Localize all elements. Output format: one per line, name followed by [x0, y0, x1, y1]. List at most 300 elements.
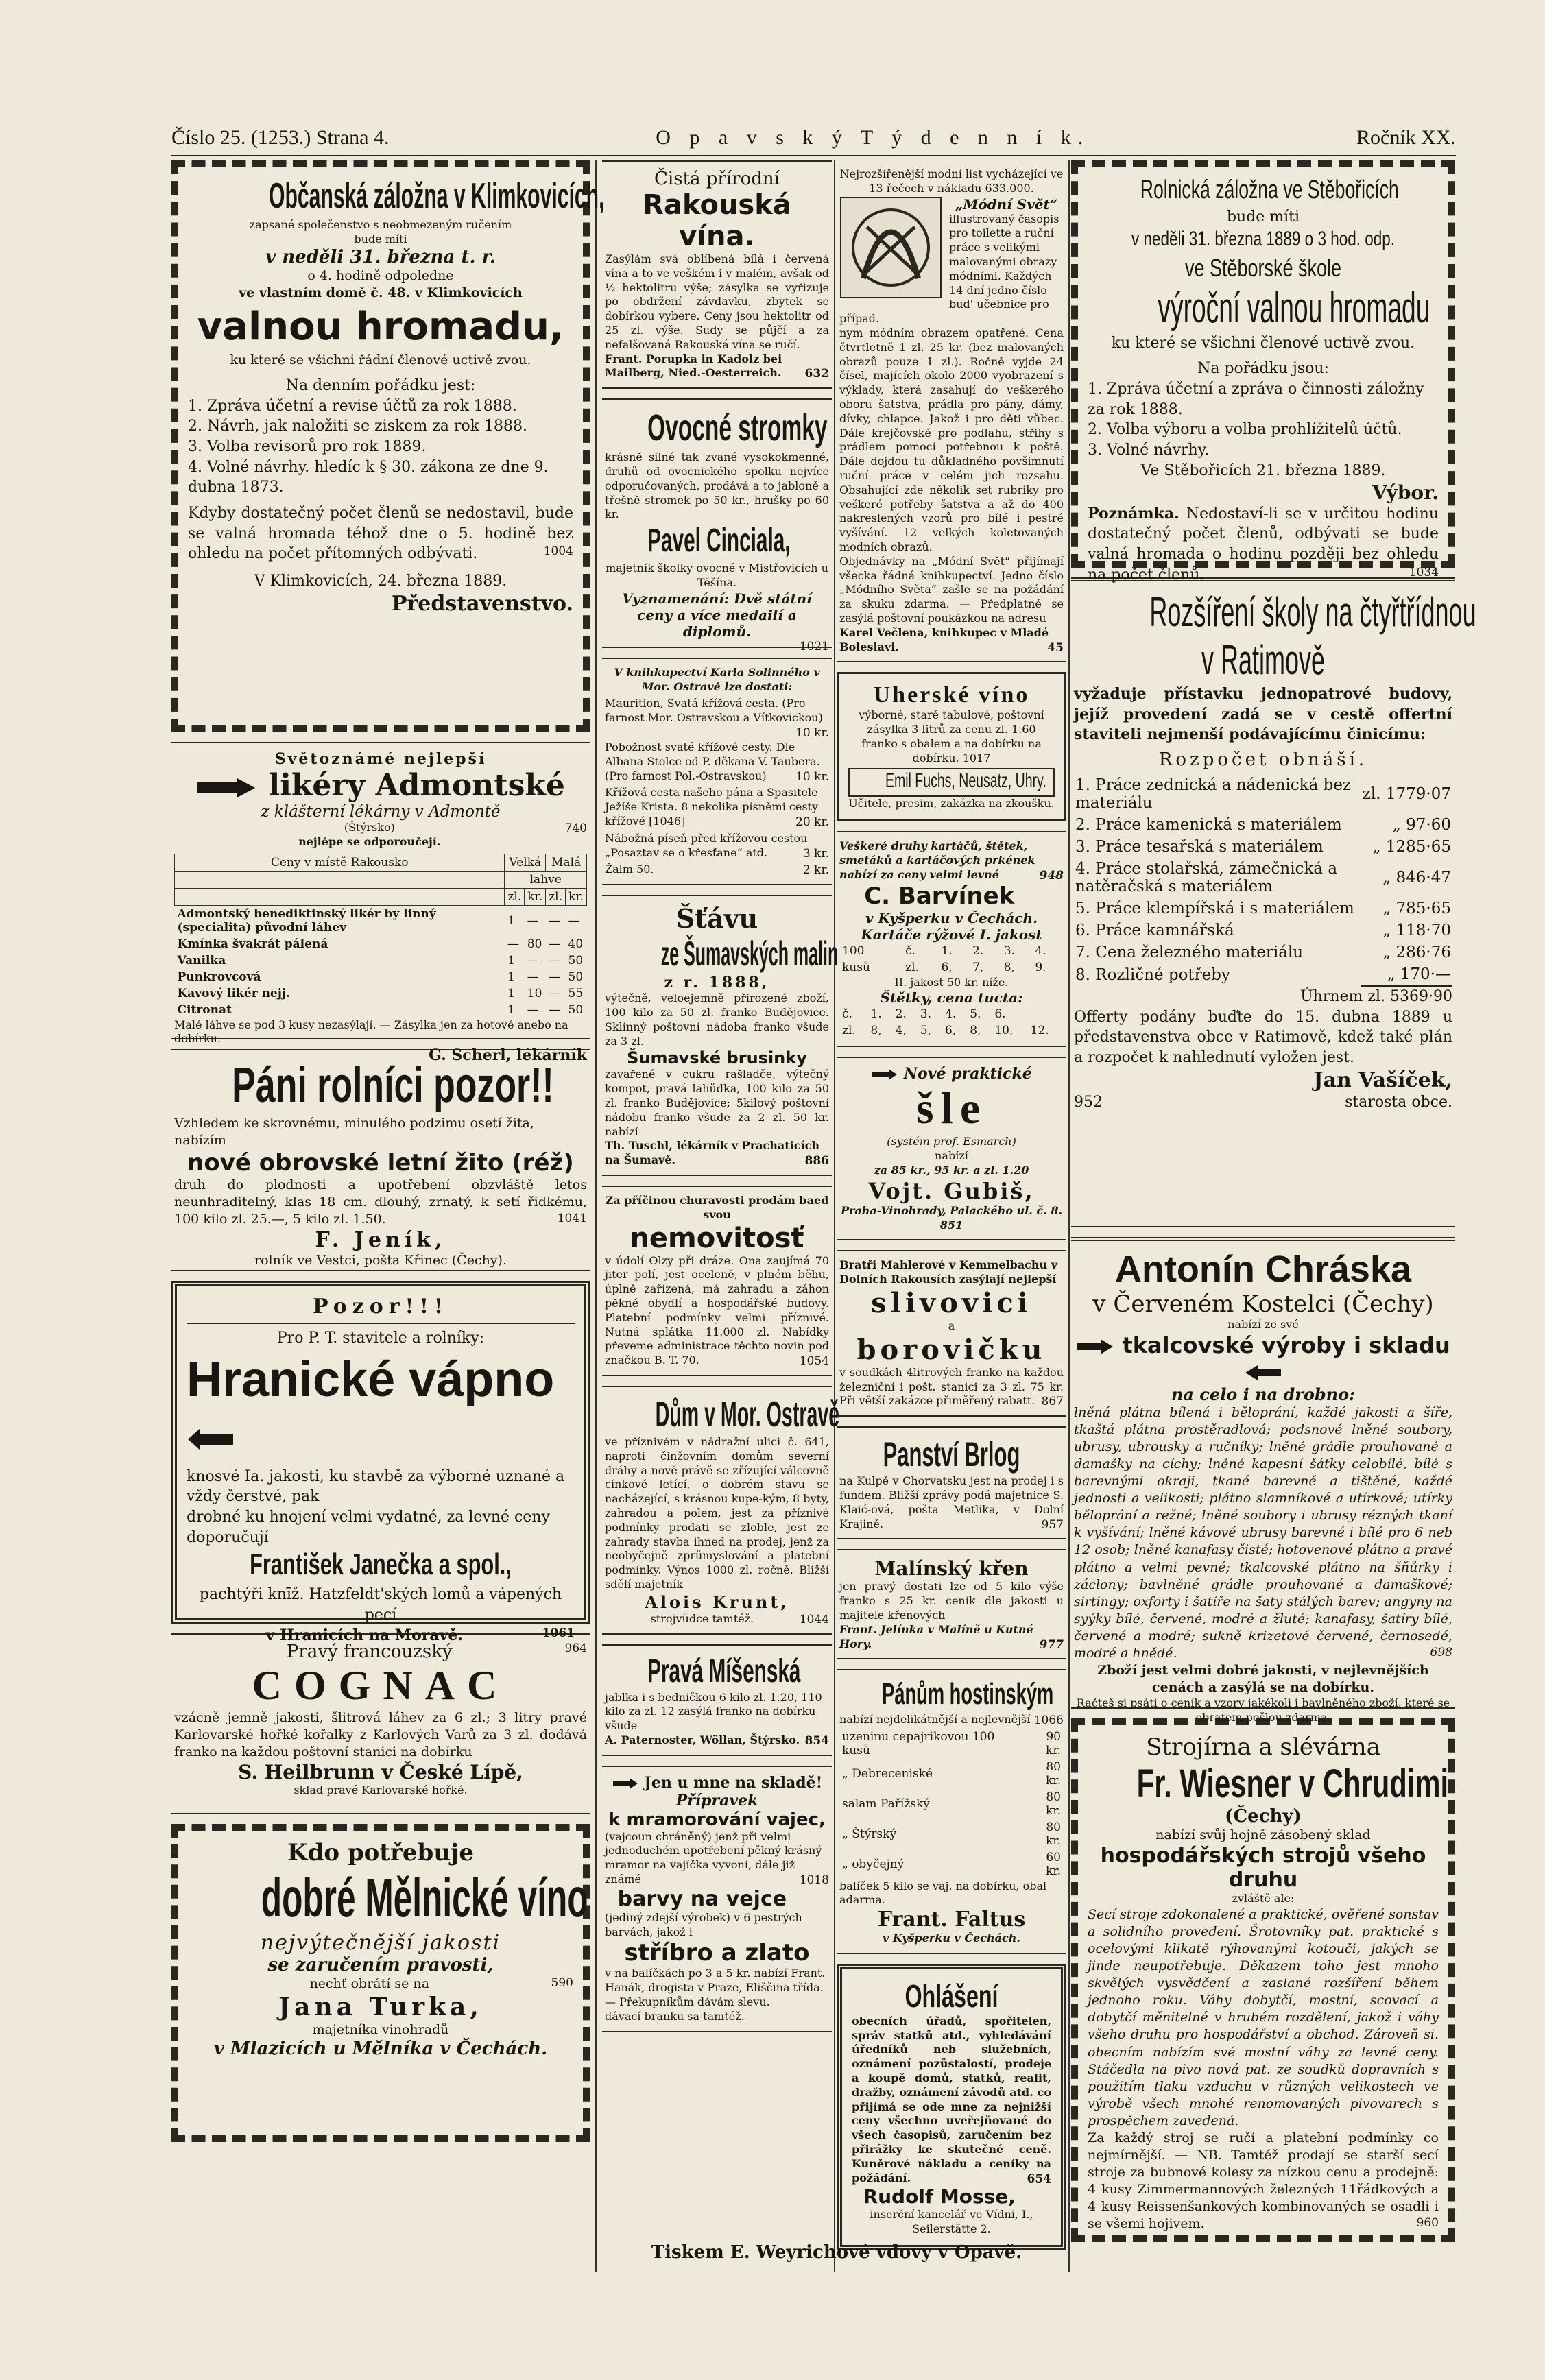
- pointing-hand-icon: [612, 1777, 639, 1790]
- table-row: [839, 1006, 1064, 1022]
- region-text: (Štýrsko): [344, 821, 395, 834]
- agenda-list: [1088, 379, 1439, 461]
- table-subheader: lahve: [505, 871, 587, 888]
- cell: kusů: [842, 960, 870, 974]
- cell: 2.: [972, 943, 984, 958]
- agenda-item: 1. Zpráva účetní a revise účtů za rok 1888.: [188, 397, 517, 415]
- ad-sub: inserční kancelář ve Vídni, I., Seilerstätte 2.: [870, 2208, 1033, 2236]
- ad-head: V knihkupectví Karla Solinného v Mor. Ostravě lze dostati:: [614, 665, 820, 693]
- body-text: (vajcoun chráněný) jenž při velmi jednoduchém upotřebení pěkný krásný mramor na vajíčka vyvoní, dále již známé: [605, 1829, 822, 1886]
- ad-name: F. Jeník,: [315, 1228, 446, 1253]
- ad-modni-svet: [837, 160, 1066, 662]
- ad-desc: illustrovaný časopis pro toilette a ruční práce s velikými malovanými obrazy módními. Každých 14 dní jedno číslo bud' učebnice pro případ.: [839, 212, 1059, 326]
- ad-sub: majetníka vinohradů: [312, 2022, 449, 2038]
- ad-foot: Račteš si psáti o ceník a vzory jakékoli i bavlněného zboží, které se obratem pošlou zdarma.: [1076, 1696, 1450, 1724]
- ad-text: zavařené v cukru rašladče, výtečný kompot, pravá lahůdka, 100 kilo za 50 zl. franko Budějovice; 5kilový poštovní nádobu franko všude za 2 zl. 50 kr. nabízí: [605, 1068, 829, 1138]
- item-value: zl. 1779·07: [1362, 785, 1451, 804]
- name-text: A. Paternoster, Wöllan, Štýrsko.: [605, 1733, 800, 1746]
- ad-obcanska-zalozna: [171, 160, 605, 732]
- ad-name: Emil Fuchs, Neusatz, Uhry.: [885, 769, 1046, 793]
- ad-name: [605, 1733, 829, 1748]
- ad-slivovice: [837, 1250, 1066, 1417]
- ad-knihkupectvi: [602, 658, 832, 885]
- meeting-place: ve vlastním domě č. 48. v Klimkovicích: [239, 285, 523, 300]
- item-name: 8. Rozličné potřeby: [1075, 965, 1231, 984]
- ad-dum-ostrava: [602, 1386, 840, 1635]
- ad-title: dobré Mělnické víno: [261, 1867, 588, 1928]
- table-row: [1074, 941, 1452, 963]
- budget-title: Rozpočet obnáší.: [1158, 749, 1368, 771]
- ad-code: 1021: [799, 639, 829, 653]
- ad-place: v Kyšperku v Čechách.: [865, 909, 1038, 926]
- price-head: Kartáče rýžové I. jakost: [861, 926, 1042, 943]
- ad-code: 867: [1041, 1395, 1064, 1409]
- ad-text: v na balíčkách po 3 a 5 kr. nabízí Frant. Hanák, drogista v Praze, Eliščina třída. — Překupníkům dávám slevu.: [605, 1967, 826, 2009]
- agenda-item: 2. Návrh, jak naložiti se ziskem za rok 1888.: [188, 418, 527, 435]
- pointing-hand-icon: [871, 1068, 898, 1081]
- column-divider: [1068, 160, 1070, 2272]
- ad-title-text: Hranické vápno: [187, 1351, 555, 1407]
- name-text: Frant. Jelínka v Malíně u Kutné Hory.: [839, 1622, 1033, 1650]
- ad-code: 1044: [799, 1612, 829, 1626]
- ad-title: šle: [915, 1083, 987, 1134]
- ad-top: Pozor!!!: [312, 1295, 449, 1319]
- agenda-title: Na denním pořádku jest:: [285, 376, 476, 394]
- ad-panstvi-brlog: [837, 1426, 1066, 1539]
- ad-quality: nejvýtečnější jakosti: [260, 1931, 501, 1955]
- item-value: „ 97·60: [1392, 816, 1451, 834]
- pointing-hand-icon: [1076, 1338, 1114, 1356]
- table-header: Velká: [505, 854, 546, 871]
- head-text: Veškeré druhy kartáčů, štětek, smetáků a kartáčových prkének nabízí za ceny velmi levné: [839, 839, 1035, 881]
- body-text: na Kulpě v Chorvatsku jest na prodej i s fundem. Bližší zprávy podá majetnice S. Klaić-ová, pošta Metlika, v Dolní Krajině.: [839, 1474, 1064, 1530]
- ad-text: [1074, 1404, 1452, 1662]
- ad-top: Nejrozšířenější modní list vycházející ve 13 řečech v nákladu 633.000.: [839, 167, 1064, 195]
- name-text: Karel Večlena, knihkupec v Mladé Boleslavi.: [839, 625, 1049, 653]
- ad-sub: [605, 1612, 829, 1626]
- cell: 2.: [895, 1007, 907, 1022]
- signature: G. Scherl, lékárník: [429, 1046, 587, 1065]
- header-rule: [171, 155, 1456, 156]
- agenda-list: [188, 396, 573, 498]
- price-head: Štětky, cena tucta:: [880, 989, 1023, 1007]
- ad-headline: výroční valnou hromadu: [1158, 284, 1430, 332]
- item-name: salam Pařížský: [842, 1796, 930, 1811]
- item-value: „ 785·65: [1382, 900, 1451, 918]
- cell: 80: [527, 937, 542, 951]
- table-row: [175, 905, 587, 936]
- ad-code: 1066: [1033, 1714, 1064, 1728]
- table-row: [175, 969, 587, 985]
- ad-code: 654: [1027, 2172, 1051, 2186]
- ad-top: [174, 1642, 587, 1662]
- cell: —: [548, 1002, 560, 1017]
- ad-code: 948: [1039, 868, 1064, 882]
- table-unit: kr.: [525, 888, 546, 905]
- price-table: [174, 854, 587, 1018]
- cell: 6,: [945, 1024, 957, 1038]
- agenda-item: 2. Volba výboru a volba prohlížitelů účtů.: [1088, 421, 1402, 439]
- ad-name: [839, 1623, 1064, 1652]
- ad-title: Fr. Wiesner v Chrudimi: [1136, 1762, 1449, 1806]
- ad-text: knosvé Ia. jakosti, ku stavbě za výborné uznané a vždy čerstvé, pak: [187, 1467, 565, 1506]
- table-row: [839, 959, 1064, 976]
- cell: 9.: [1035, 960, 1046, 974]
- ad-code: 1017: [962, 751, 991, 765]
- ad-cognac: [171, 1633, 590, 1814]
- ad-name: Pavel Cinciala,: [647, 522, 791, 560]
- ad-text: [839, 1713, 1064, 1727]
- ad-price: za 85 kr., 95 kr. a zl. 1.20: [874, 1164, 1029, 1177]
- ad-title: Ovocné stromky: [647, 407, 828, 449]
- item-price: 80 kr.: [1046, 1820, 1061, 1848]
- title-text: Jen u mne na skladě!: [644, 1773, 823, 1792]
- table-header-row: [175, 854, 587, 871]
- signature-role: [1074, 1092, 1452, 1113]
- ad-ovocne-stromky: [602, 398, 832, 653]
- ad-code: 957: [1041, 1517, 1064, 1532]
- ad-title: Pravá Míšenská: [647, 1652, 801, 1690]
- signature: Představenstvo.: [391, 591, 573, 616]
- item-price: 2 kr.: [802, 863, 829, 878]
- agenda-item: 4. Volné návrhy. hledíc k § 30. zákona ze dne 9. dubna 1873.: [188, 458, 549, 496]
- ad-year: z r. 1888,: [664, 974, 770, 992]
- cell: 1.: [941, 943, 953, 958]
- budget-total: Úhrnem zl. 5369·90: [1300, 988, 1452, 1006]
- cell: č.: [842, 1007, 852, 1022]
- ad-text: drobné ku hnojení velmi vydatné, za levné ceny doporučují: [187, 1508, 550, 1546]
- cell: 50: [568, 1002, 584, 1017]
- signature: Výbor.: [1372, 481, 1439, 504]
- meeting-time: o 4. hodině odpoledne: [307, 267, 454, 283]
- ad-code: 1041: [557, 1212, 587, 1226]
- item-value: „ 118·70: [1382, 922, 1451, 940]
- table-row: [175, 952, 587, 969]
- pointing-hand-icon: [187, 1426, 235, 1453]
- cell: 50: [568, 970, 584, 984]
- item-text: Křížová cesta našeho pána a Spasitele Ježíše Krista. 8 nekolika písněmi cesty křížové [1046]: [605, 786, 819, 828]
- body-text: lněná plátna bílená i běloprání, každé jakosti a šíře, tkaštá plátna prostěradlová; podsnové lněné soubory, ubrusy, ubrousky a ručníky; lněné grádle prouhované a damašky na cíchy; lněné kapesní šátky celobílé, bílé s barevnými okraji, tkané barevné a tištěné, každé jednosti a velikosti; plátno slamníkové a utírkové; utírky běloprání a režné; lněné soubory i ubrusy rézných tkaní k vyšívání; lněné kávové ubrusy barevné i bílé pro 6 neb 12 osob; lněné kanafasy čisté; hotovenové plátno a pravé plátno a velmi pevné; tkalcovské plátno na šňůrky i záclony; bavlněné grádle prouhované a damaškové; sirtingy; oxforty i šatíře na šaty stálých barev; angyny na syýky bílé, červené, modré a žluté; kanafasy, šatíry bílé, červené a modré; sukně krizetové červené, černosedé, modré a hnědé.: [1074, 1404, 1452, 1661]
- ad-sub: na celo i na drobno:: [1171, 1384, 1356, 1404]
- cell: —: [568, 913, 580, 928]
- date-place: V Klimkovicích, 24. března 1889.: [254, 573, 507, 590]
- item-price: 10 kr.: [795, 769, 829, 784]
- column-divider: [595, 160, 597, 2272]
- item-text: Nábožná píseň před křížovou cestou „Posaztav se o křesťane“ atd.: [605, 831, 808, 859]
- ad-code: 1034: [1409, 565, 1439, 579]
- item-price: 80 kr.: [1046, 1759, 1061, 1788]
- ad-product: nové obrovské letní žito (réž): [187, 1149, 574, 1177]
- ad-head: [839, 839, 1064, 882]
- cell: č.: [905, 943, 916, 958]
- ad-rakouska-vina: [602, 160, 832, 389]
- ad-ohlaseni: [837, 1964, 1066, 2250]
- table-unit: zl.: [546, 888, 566, 905]
- ad-wiesner: [1071, 1718, 1455, 2242]
- table-row: [175, 936, 587, 952]
- table-row: [1074, 836, 1452, 858]
- ad-name: Frant. Faltus: [877, 1908, 1026, 1932]
- ad-top: [839, 1065, 1064, 1083]
- cell: 4.: [945, 1007, 957, 1022]
- ad-text: Secí stroje zdokonalené a praktické, ověřené sonstav a solidního provedení. Šrotovníky pat. praktické s ocelovými klikatě rýhovanými kotouči, jakých se jinde neupotřebuje. Děkazem toho jest mnoho skvělých vysvědčení a zaslané rozšíření během jednoho roku. Váhy dobytčí, mostní, scovací a dobytčí měnitelné v hrubém rozdělení, jakož i váhy všeho druhu pro hospodářství a obchod. Zároveň si. obecním nabízím své mostní váhy za levné ceny. Stáčedla na pivo nová pat. ze soudků dopravních s použitím tlaku vzduchu v různých velikostech ve výrobě všech mnohé renomovaných pivovarech s prospěchem zavedená.: [1088, 1906, 1439, 2128]
- ad-title: ze Šumavských malin: [660, 935, 839, 974]
- price-table: [839, 943, 1064, 976]
- ad-title-text: likéry Admontské: [268, 768, 565, 803]
- ad-invite: ku které se všichni členové uctivě zvou.: [1111, 334, 1415, 352]
- ad-top: Za příčinou churavosti prodám baed svou: [605, 1193, 829, 1221]
- body-text: v soudkách 4litrových franko na každou železniční i pošt. stanici za 3 zl. 75 kr. Při větší zakázce přiměřený rabatt.: [839, 1365, 1064, 1408]
- column-divider: [834, 160, 835, 2272]
- ad-malinsky-kren: [837, 1549, 1066, 1659]
- cell: —: [548, 913, 560, 928]
- table-row: [1074, 898, 1452, 919]
- item-text: Pobožnost svaté křížové cesty. Dle Albana Stolce od P. děkana V. Taubera. (Pro farnost Pol.-Ostravskou): [605, 741, 820, 782]
- ad-likery-admontske: [171, 742, 590, 1065]
- ad-code: 886: [804, 1154, 829, 1168]
- agenda-item: 1. Zpráva účetní a zpráva o činnosti záložny za rok 1888.: [1088, 381, 1424, 418]
- ad-code: 952: [1074, 1093, 1103, 1111]
- cell: zl.: [905, 960, 919, 974]
- ad-and: a: [948, 1319, 955, 1333]
- ad-text: bude míti: [354, 232, 407, 245]
- ad-code: 740: [564, 821, 587, 835]
- ad-text: [839, 1474, 1064, 1531]
- place-text: Praha-Vinohrady, Palackého ul. č. 8.: [840, 1203, 1063, 1217]
- ad-sub: Přípravek: [675, 1791, 758, 1810]
- ad-title: Rolnická záložna ve Stěbořicích: [1140, 176, 1399, 204]
- item-price: 80 kr.: [1046, 1790, 1061, 1818]
- place-text: v Hranicích na Moravě.: [265, 1626, 464, 1644]
- body-text: Za každý stroj se ručí a platební podmínky co nejmírnější. — NB. Tamtéž prodají se starší secí stroje za bubnové kolesy za nízkou cenu a prodejně: 4 kusy Zimmermannových železných 11řádkových a 4 kusy Reissenšankových kombinovaných se osadli i se všemi hojivem.: [1088, 2130, 1439, 2232]
- ad-title: [187, 1351, 575, 1464]
- list-item: [839, 1789, 1064, 1819]
- ad-product: k mramorování vajec,: [608, 1809, 826, 1830]
- pointing-hand-icon: [196, 776, 258, 800]
- product-list: [839, 1729, 1064, 1879]
- ad-text: [605, 1830, 829, 1887]
- cell: 100: [842, 943, 865, 958]
- note-text: Kdyby dostatečný počet členů se nedostavil, bude se valná hromada téhož dne o 5. hodině bez ohledu na počet přítomných odbývati.: [188, 504, 573, 563]
- ad-title: nemovitosť: [630, 1222, 804, 1254]
- cell: —: [548, 953, 560, 967]
- ad-text: [839, 1366, 1064, 1408]
- name-text: Frant. Porupka in Kadolz bei Mailberg, Nied.-Oesterreich.: [605, 352, 782, 380]
- ad-code: 45: [1047, 640, 1064, 655]
- volume-number: Ročník XX.: [1356, 126, 1456, 149]
- cell: 4,: [895, 1024, 907, 1038]
- list-item: [605, 741, 829, 783]
- product-name: Citronat: [177, 1002, 232, 1017]
- ad-chraska: [1071, 1237, 1455, 1724]
- meeting-place: ve Stěborské škole: [1184, 253, 1342, 282]
- turn-text: nechť obrátí se na: [309, 1976, 429, 1991]
- ad-sub: Učitele, presim, zakázka na zkoušku.: [848, 797, 1055, 810]
- ad-skola-ratimov: [1071, 577, 1476, 1227]
- product-name: Kmínka švakrát pálená: [177, 937, 328, 951]
- ad-sub: (systém prof. Esmarch): [887, 1135, 1016, 1149]
- ad-text: Objednávky na „Módní Svět“ přijímají všecka řádná knihkupectví. Jedno číslo „Módního Světa“ zašle se na požádání za skuku zdarma. — Předplatné se zasýlá poštovní poukázkou na adresu: [839, 554, 1064, 625]
- ad-place: v Červeném Kostelci (Čechy): [1092, 1290, 1434, 1318]
- item-name: „ Debreceniské: [842, 1766, 933, 1781]
- ad-region: [174, 821, 587, 835]
- cell: —: [548, 986, 560, 1000]
- item-price: 10 kr.: [795, 725, 829, 740]
- ad-hranicke-vapno: [171, 1281, 590, 1644]
- ad-sub: majetník školky ovocné v Mistřovicích u Těšína.: [606, 562, 828, 589]
- ad-code: 964: [564, 1642, 587, 1655]
- table-row: [175, 985, 587, 1002]
- name-text: Th. Tuschl, lékárník v Prachaticích na Šumavě.: [605, 1139, 819, 1167]
- item-value: „ 286·76: [1382, 943, 1451, 962]
- cell: —: [527, 970, 539, 984]
- note-label: Poznámka.: [1088, 504, 1179, 522]
- ad-nemovitost: [602, 1186, 832, 1376]
- cell: 1: [507, 913, 515, 928]
- ad-text: [1088, 2130, 1439, 2233]
- table-row: [1074, 858, 1452, 898]
- cell: 1: [507, 970, 515, 984]
- ad-place: v Kyšperku v Čechách.: [883, 1932, 1020, 1945]
- product-name: Admontský benediktinský likér by linný (specialita) původní láhev: [177, 906, 436, 935]
- cell: —: [527, 953, 539, 967]
- table-unit: zl.: [505, 888, 525, 905]
- table-row: [1074, 774, 1452, 814]
- note-text: Nedostaví-li se v určitou hodinu dostatečný počet členů, odbývati se bude valná hromada o hodinu později bez ohledu na počet členů.: [1088, 505, 1439, 584]
- ad-title: Ohlášení: [905, 1978, 998, 2014]
- ad-firm: František Janečka a spol.,: [250, 1548, 512, 1582]
- meeting-date: v neděli 31. března 1889 o 3 hod. odp.: [1131, 227, 1396, 250]
- item-name: uzeninu cepajrikovou 100 kusů: [842, 1729, 995, 1757]
- item-value: „ 1285·65: [1372, 838, 1451, 856]
- ad-head: Bratři Mahlerové v Kemmelbachu v Dolních Rakousích zasýlají nejlepší: [839, 1258, 1058, 1286]
- ad-title: v Ratimově: [1201, 637, 1326, 683]
- ad-code: 1018: [799, 1873, 829, 1888]
- list-item: [839, 1729, 1064, 1759]
- item-name: „ Štýrský: [842, 1827, 897, 1841]
- cell: —: [548, 937, 560, 951]
- item-price: 20 kr.: [795, 815, 829, 830]
- signature: Jan Vašíček,: [1313, 1068, 1452, 1092]
- ad-name: C. Barvínek: [864, 882, 1015, 910]
- price-table: [839, 1006, 1064, 1039]
- ad-headline: valnou hromadu,: [197, 304, 564, 349]
- ad-sub: Šumavské brusinky: [627, 1048, 807, 1068]
- ad-hostinsky: [837, 1669, 1066, 1954]
- ad-title: Pánům hostinským: [882, 1677, 1054, 1711]
- cell: 1: [507, 986, 515, 1000]
- cell: 1: [507, 1002, 515, 1017]
- ad-name: Alois Krunt,: [645, 1591, 789, 1612]
- item-name: 1. Práce zednická a nádenická bez materiálu: [1075, 776, 1352, 813]
- ad-text: (jediný zdejší výrobek) v 6 pestrých barvách, jakož i: [605, 1910, 802, 1938]
- column-4: [1071, 160, 1476, 2252]
- column-1: [171, 160, 605, 2152]
- body-text: v údolí Olzy při dráze. Ona zaujímá 70 jiter polí, jest oceleně, v plném běhu, úplně zařízená, má zahradu a záhon pěkné obydlí a hospodářské budovy. Platební podmínky velmi příznivé. Nutná splátka 11.000 zl. Nabídky převeme administrace těchto novin pod značkou B. T. 70.: [605, 1253, 829, 1367]
- ad-title: [605, 1774, 829, 1792]
- ad-text: jablka i s bedničkou 6 kilo zl. 1.20, 110 kilo za zl. 12 zasýlá franko na dobírku všude: [605, 1690, 822, 1733]
- list-item: [839, 1759, 1064, 1789]
- ad-subtitle: zapsané společenstvo s neobmezeným ručením: [249, 218, 512, 231]
- ad-text: ve příznivém v nádražní ulici č. 641, naproti činžovním domům severní dráhy a nově právě se zřízující válcovně cínkové letící, o dobrém stavu se nacházející, s krásnou kupe-kým, 8 byty, zahradou a polem, jest za příznivé podmínky prodati se zloble, jest ze zahrady stavba ihned na prodej, jenž za neobyčejně zprůmyslování a platební podmínky. Výnos 1000 zl. ročně. Bližší sdělí majetník: [605, 1434, 829, 1591]
- ad-text: vyžaduje přístavku jednopatrové budovy, jejíž provedení zadá se v cestě offertní staviteli nejmenší podávajícímu činicímu:: [1074, 685, 1452, 744]
- ad-invite: ku které se všichni řádní členové uctivě zvou.: [230, 352, 531, 368]
- ad-code: 854: [804, 1733, 829, 1748]
- ad-place: rolník ve Vestci, pošta Křinec (Čechy).: [254, 1253, 507, 1269]
- ad-top: Strojírna a slévárna: [1146, 1733, 1380, 1761]
- ad-text: [848, 708, 1055, 765]
- agenda-item: 3. Volné návrhy.: [1088, 442, 1210, 459]
- ad-stava-maliny: [602, 895, 839, 1176]
- ad-cont: dávací branku sa tamtéž.: [605, 2009, 745, 2023]
- cell: —: [507, 937, 519, 951]
- ad-title: Uherské víno: [873, 682, 1030, 708]
- ad-sle: [837, 1057, 1066, 1240]
- table-header: Malá: [546, 854, 587, 871]
- item-name: 4. Práce stolařská, zámečnická a natěračská s materiálem: [1075, 860, 1338, 896]
- ad-code: 960: [1416, 2216, 1439, 2231]
- price-note: II. jakost 50 kr. níže.: [894, 975, 1009, 989]
- item-value: „ 846·47: [1382, 869, 1451, 887]
- table-row: [839, 943, 1064, 959]
- cell: 1.: [870, 1007, 882, 1022]
- table-row: [1074, 814, 1452, 836]
- ad-turn: [188, 1975, 573, 1993]
- ad-title: [174, 768, 587, 803]
- ad-top: Kdo potřebuje: [287, 1839, 474, 1866]
- cell: 3.: [920, 1007, 932, 1022]
- ad-text: [852, 2015, 1051, 2186]
- top-text: Nové praktické: [903, 1065, 1032, 1083]
- ad-rolnicka-zalozna: [1071, 160, 1455, 584]
- ad-product: stříbro a zlato: [624, 1939, 810, 1967]
- item-name: 3. Práce tesařská s materiálem: [1075, 838, 1324, 856]
- ad-title: „Módní Svět“: [955, 195, 1058, 213]
- list-item: [605, 832, 829, 861]
- body-text: druh do plodnosti a upotřebení obzvláště letos neunhraditelný, klas 18 cm. dlouhý, zrnatý, k setí řidkému, 100 kilo zl. 25.—, 5 kilo zl. 1.50.: [174, 1177, 587, 1227]
- ad-special: zvláště ale:: [1232, 1892, 1295, 1906]
- ad-offer: nabízí ze své: [1227, 1318, 1299, 1331]
- table-row: [175, 1002, 587, 1018]
- product-text: tkalcovské výroby i skladu: [1122, 1332, 1450, 1358]
- ad-name: [605, 1139, 829, 1168]
- ad-sub: sklad pravé Karlovarské hořké.: [294, 1783, 468, 1797]
- book-list: [605, 697, 829, 877]
- ad-mramorovani-vajec: [602, 1766, 832, 2032]
- meeting-date: v neděli 31. března t. r.: [265, 246, 496, 267]
- item-text: Maurition, Svatá křížová cesta. (Pro farnost Mor. Ostravskou a Vítkovickou): [605, 697, 823, 725]
- ad-title: borovičku: [857, 1333, 1046, 1366]
- ad-title: slivovici: [871, 1287, 1032, 1320]
- column-2: [602, 160, 840, 2042]
- ad-product: [1074, 1332, 1452, 1384]
- ad-top: Čistá přírodní: [654, 169, 780, 189]
- ad-guarantee: se zaručením pravosti,: [267, 1955, 494, 1975]
- cell: 6,: [941, 960, 953, 974]
- body-text: výborné, staré tabulové, poštovní zásylka 3 litrů za cenu zl. 1.60 franko s obalem a na dobírku na dobírku.: [859, 708, 1044, 765]
- ad-pani-rolnici: [171, 1049, 590, 1271]
- ad-region: (Čechy): [1225, 1806, 1302, 1827]
- ad-award: Vyznamenání: Dvě státní ceny a více medailí a diplomů.: [622, 590, 812, 640]
- monogram-illustration: [839, 196, 942, 299]
- ad-guarantee: Zboží jest velmi dobré jakosti, v nejlevnějších cenách a zasýlá se na dobírku.: [1097, 1662, 1429, 1696]
- ad-product: barvy na vejce: [617, 1886, 787, 1911]
- top-text: Pravý francouzský: [286, 1642, 453, 1662]
- divider: [187, 1323, 575, 1324]
- ad-title: Rozšíření školy na čtyřtřídnou: [1149, 589, 1476, 635]
- ad-name: Vojt. Gubiš,: [868, 1177, 1035, 1204]
- newspaper-title: O p a v s k ý T ý d e n n í k.: [656, 126, 1090, 149]
